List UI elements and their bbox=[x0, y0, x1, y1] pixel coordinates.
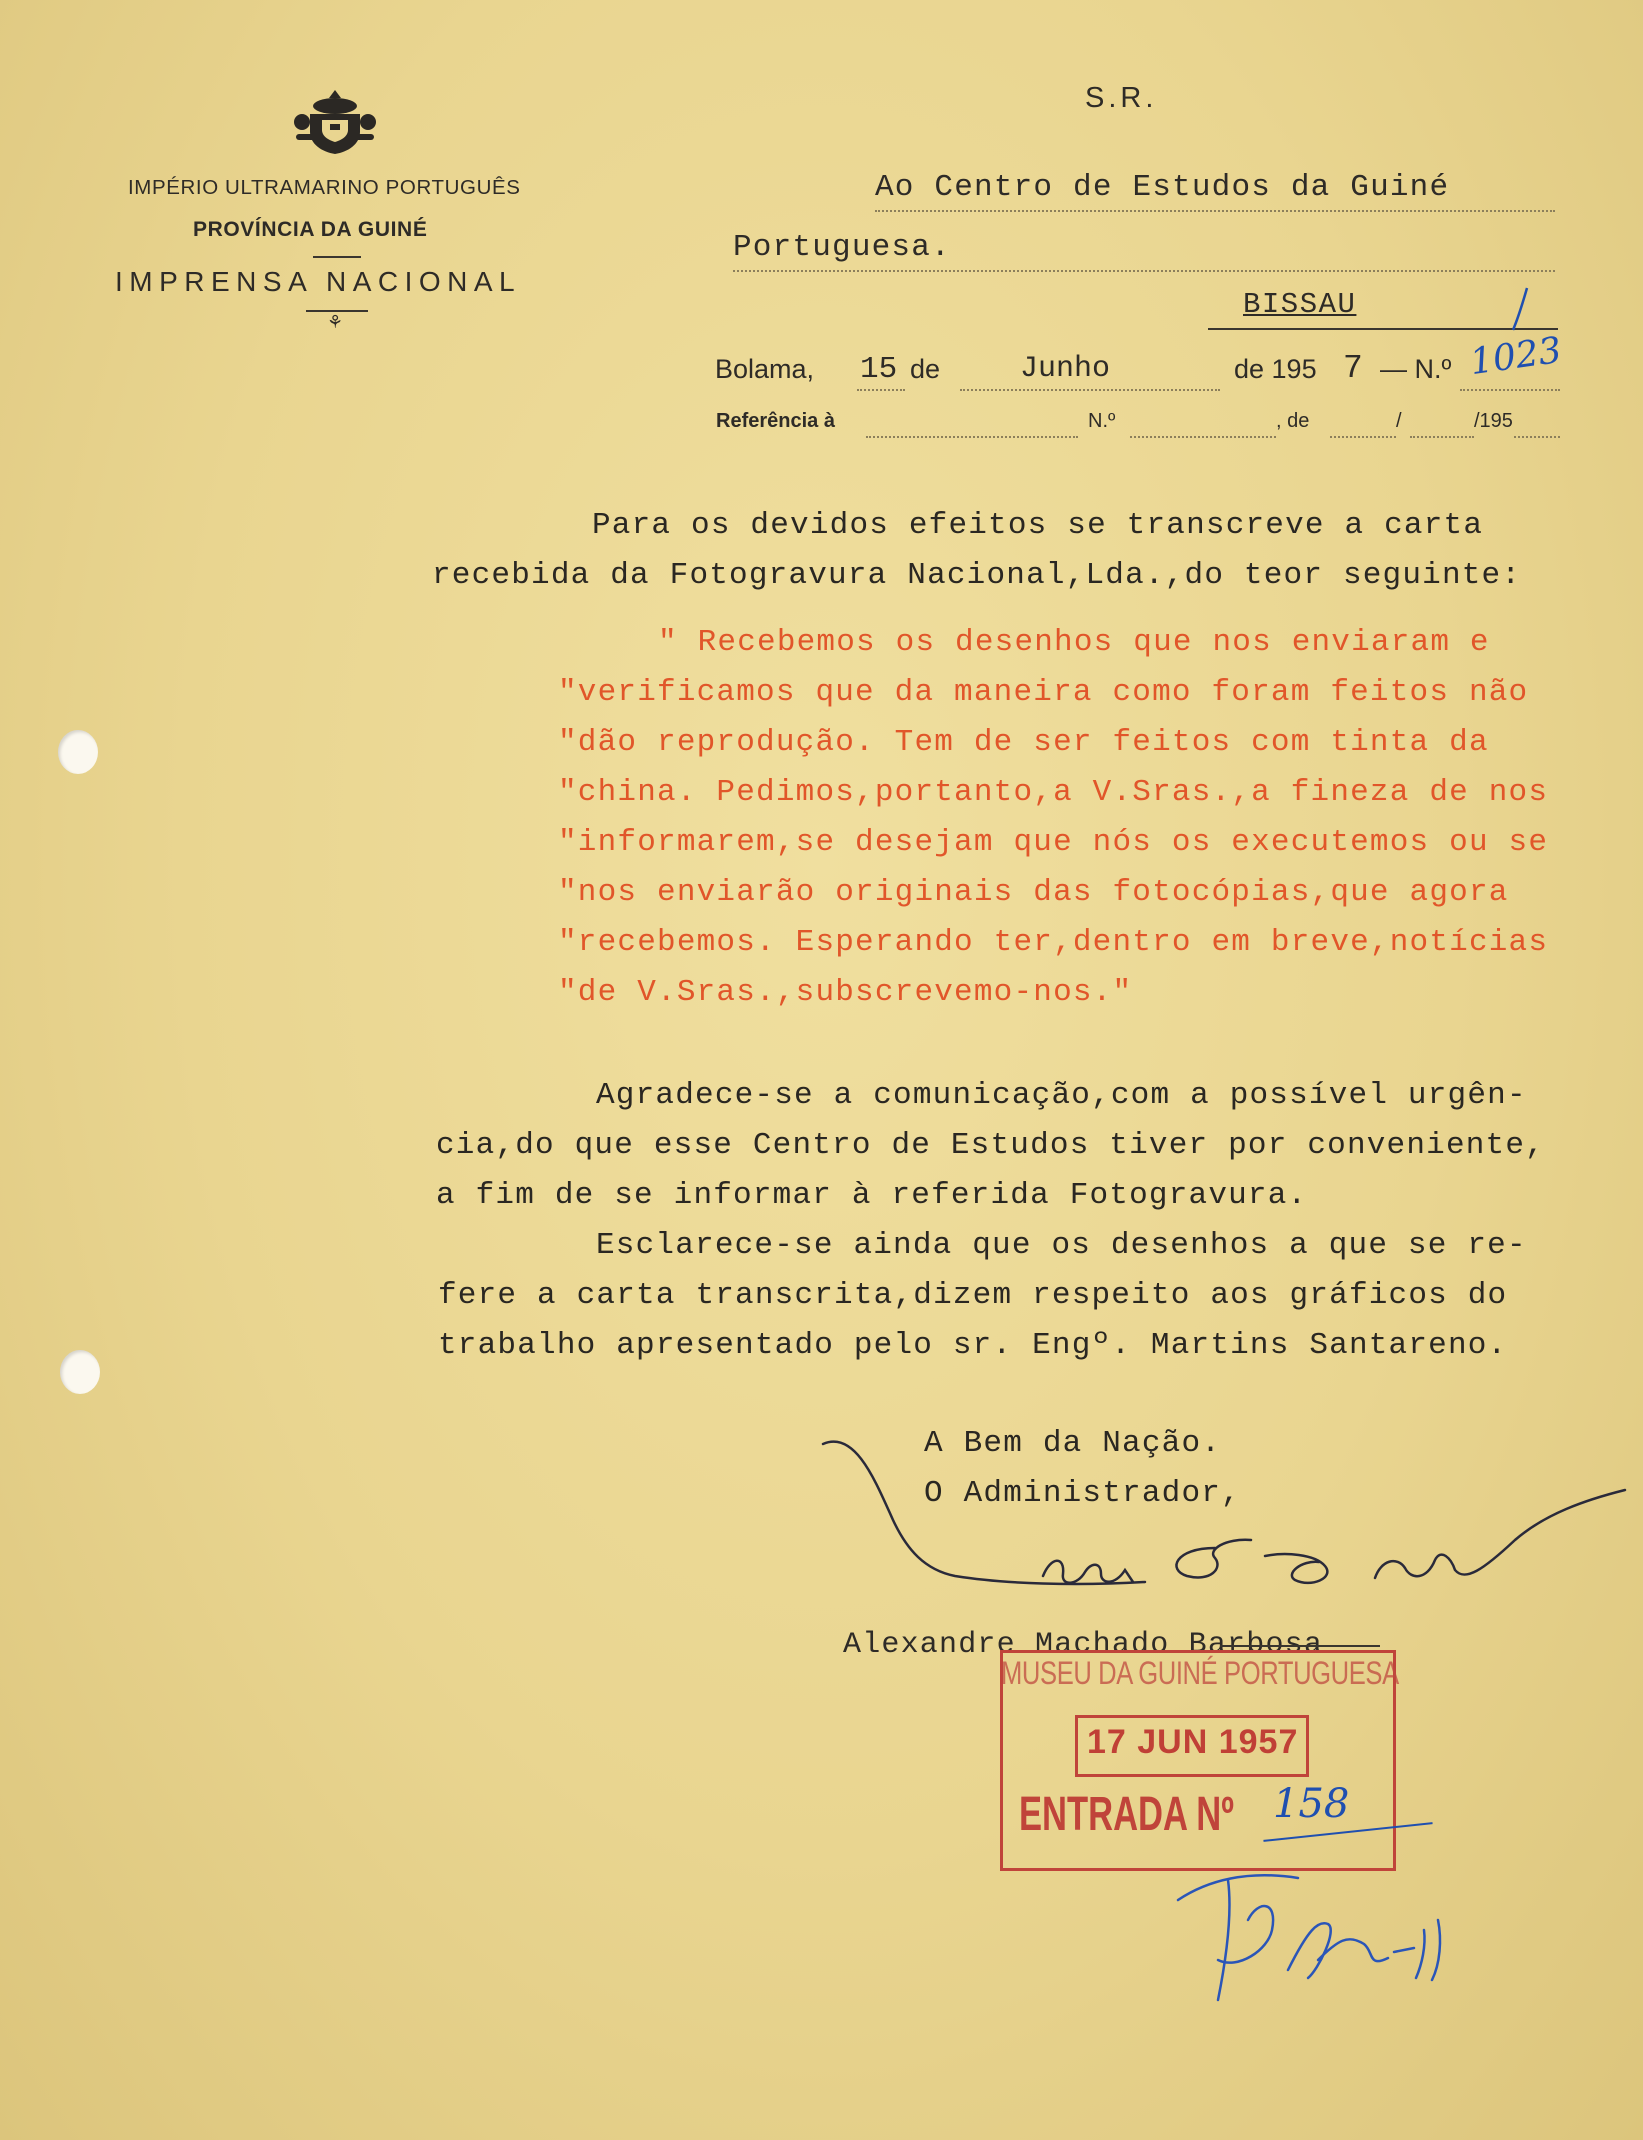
reference-n-label: N.º bbox=[1088, 410, 1116, 432]
date-de: de bbox=[910, 354, 941, 384]
recipient-name: Ao Centro de Estudos da Guiné bbox=[875, 170, 1450, 205]
quote-line: "recebemos. Esperando ter,dentro em breve,notícias bbox=[558, 925, 1549, 960]
body-paragraph-line: fere a carta transcrita,dizem respeito aos gráficos do bbox=[438, 1278, 1508, 1313]
reference-de-line bbox=[1330, 410, 1396, 438]
quote-line: "verificamos que da maneira como foram feitos não bbox=[558, 675, 1529, 710]
signature bbox=[815, 1430, 1635, 1610]
body-paragraph-line: Agradece-se a comunicação,com a possível urgên- bbox=[596, 1078, 1527, 1113]
number-label: — N.º bbox=[1380, 354, 1452, 384]
date-place: Bolama, bbox=[715, 354, 815, 384]
reference-de-label: , de bbox=[1276, 410, 1310, 432]
slash-mark-icon bbox=[1505, 286, 1535, 332]
salutation-sr: S.R. bbox=[1085, 82, 1158, 114]
reference-line bbox=[866, 410, 1078, 438]
quote-line: "dão reprodução. Tem de ser feitos com tinta da bbox=[558, 725, 1489, 760]
signatory-rule bbox=[1220, 1645, 1380, 1647]
body-paragraph-line: cia,do que esse Centro de Estudos tiver por conveniente, bbox=[436, 1128, 1545, 1163]
reference-slash: / bbox=[1396, 410, 1402, 432]
quote-line: "informarem,se desejam que nós os executemos ou se bbox=[558, 825, 1549, 860]
letterhead-press: IMPRENSA NACIONAL bbox=[115, 266, 522, 297]
body-paragraph-line: trabalho apresentado pelo sr. Engº. Martins Santareno. bbox=[438, 1328, 1508, 1363]
archive-annotation bbox=[1168, 1860, 1468, 2010]
letter-number: 1023 bbox=[1467, 329, 1565, 384]
body-intro-line: Para os devidos efeitos se transcreve a carta bbox=[592, 508, 1484, 543]
reference-slash-line bbox=[1410, 410, 1474, 438]
closing-line: A Bem da Nação. bbox=[924, 1426, 1222, 1461]
punch-hole bbox=[60, 1350, 100, 1394]
closing-title: O Administrador, bbox=[924, 1476, 1241, 1511]
quote-line: "nos enviarão originais das fotocópias,que agora bbox=[558, 875, 1509, 910]
reference-year-line bbox=[1514, 410, 1560, 438]
signatory-name: Alexandre Machado Barbosa bbox=[843, 1628, 1324, 1662]
stamp-entrada-value: 158 bbox=[1273, 1781, 1350, 1827]
stamp-entrada-label: ENTRADA Nº bbox=[1019, 1788, 1234, 1841]
receipt-stamp bbox=[1000, 1650, 1399, 1871]
coat-of-arms-icon bbox=[292, 86, 378, 158]
date-month: Junho bbox=[1020, 352, 1111, 386]
body-intro-line: recebida da Fotogravura Nacional,Lda.,do teor seguinte: bbox=[432, 558, 1522, 593]
recipient-city: BISSAU bbox=[1243, 288, 1357, 321]
punch-hole bbox=[58, 730, 98, 774]
body-paragraph-line: a fim de se informar à referida Fotogravura. bbox=[436, 1178, 1308, 1213]
date-day: 15 bbox=[860, 352, 898, 387]
quote-line: " Recebemos os desenhos que nos enviaram e bbox=[658, 625, 1490, 660]
quote-line: "china. Pedimos,portanto,a V.Sras.,a fineza de nos bbox=[558, 775, 1549, 810]
body-paragraph-line: Esclarece-se ainda que os desenhos a que se re- bbox=[596, 1228, 1527, 1263]
date-year-suffix: 7 bbox=[1343, 350, 1363, 387]
date-year-prefix: de 195 bbox=[1234, 354, 1317, 384]
letterhead-empire: IMPÉRIO ULTRAMARINO PORTUGUÊS bbox=[128, 176, 521, 199]
recipient-name-cont: Portuguesa. bbox=[733, 230, 951, 265]
stamp-header: MUSEU DA GUINÉ PORTUGUESA bbox=[1001, 1655, 1399, 1691]
ornament-icon: ⚘ bbox=[327, 312, 344, 332]
stamp-date: 17 JUN 1957 bbox=[1087, 1723, 1299, 1761]
quote-line: "de V.Sras.,subscrevemo-nos." bbox=[558, 975, 1133, 1010]
reference-label: Referência à bbox=[716, 410, 835, 432]
reference-n-line bbox=[1130, 410, 1276, 438]
reference-year: /195 bbox=[1474, 410, 1513, 432]
divider bbox=[313, 256, 361, 258]
letterhead-province: PROVÍNCIA DA GUINÉ bbox=[193, 218, 428, 241]
